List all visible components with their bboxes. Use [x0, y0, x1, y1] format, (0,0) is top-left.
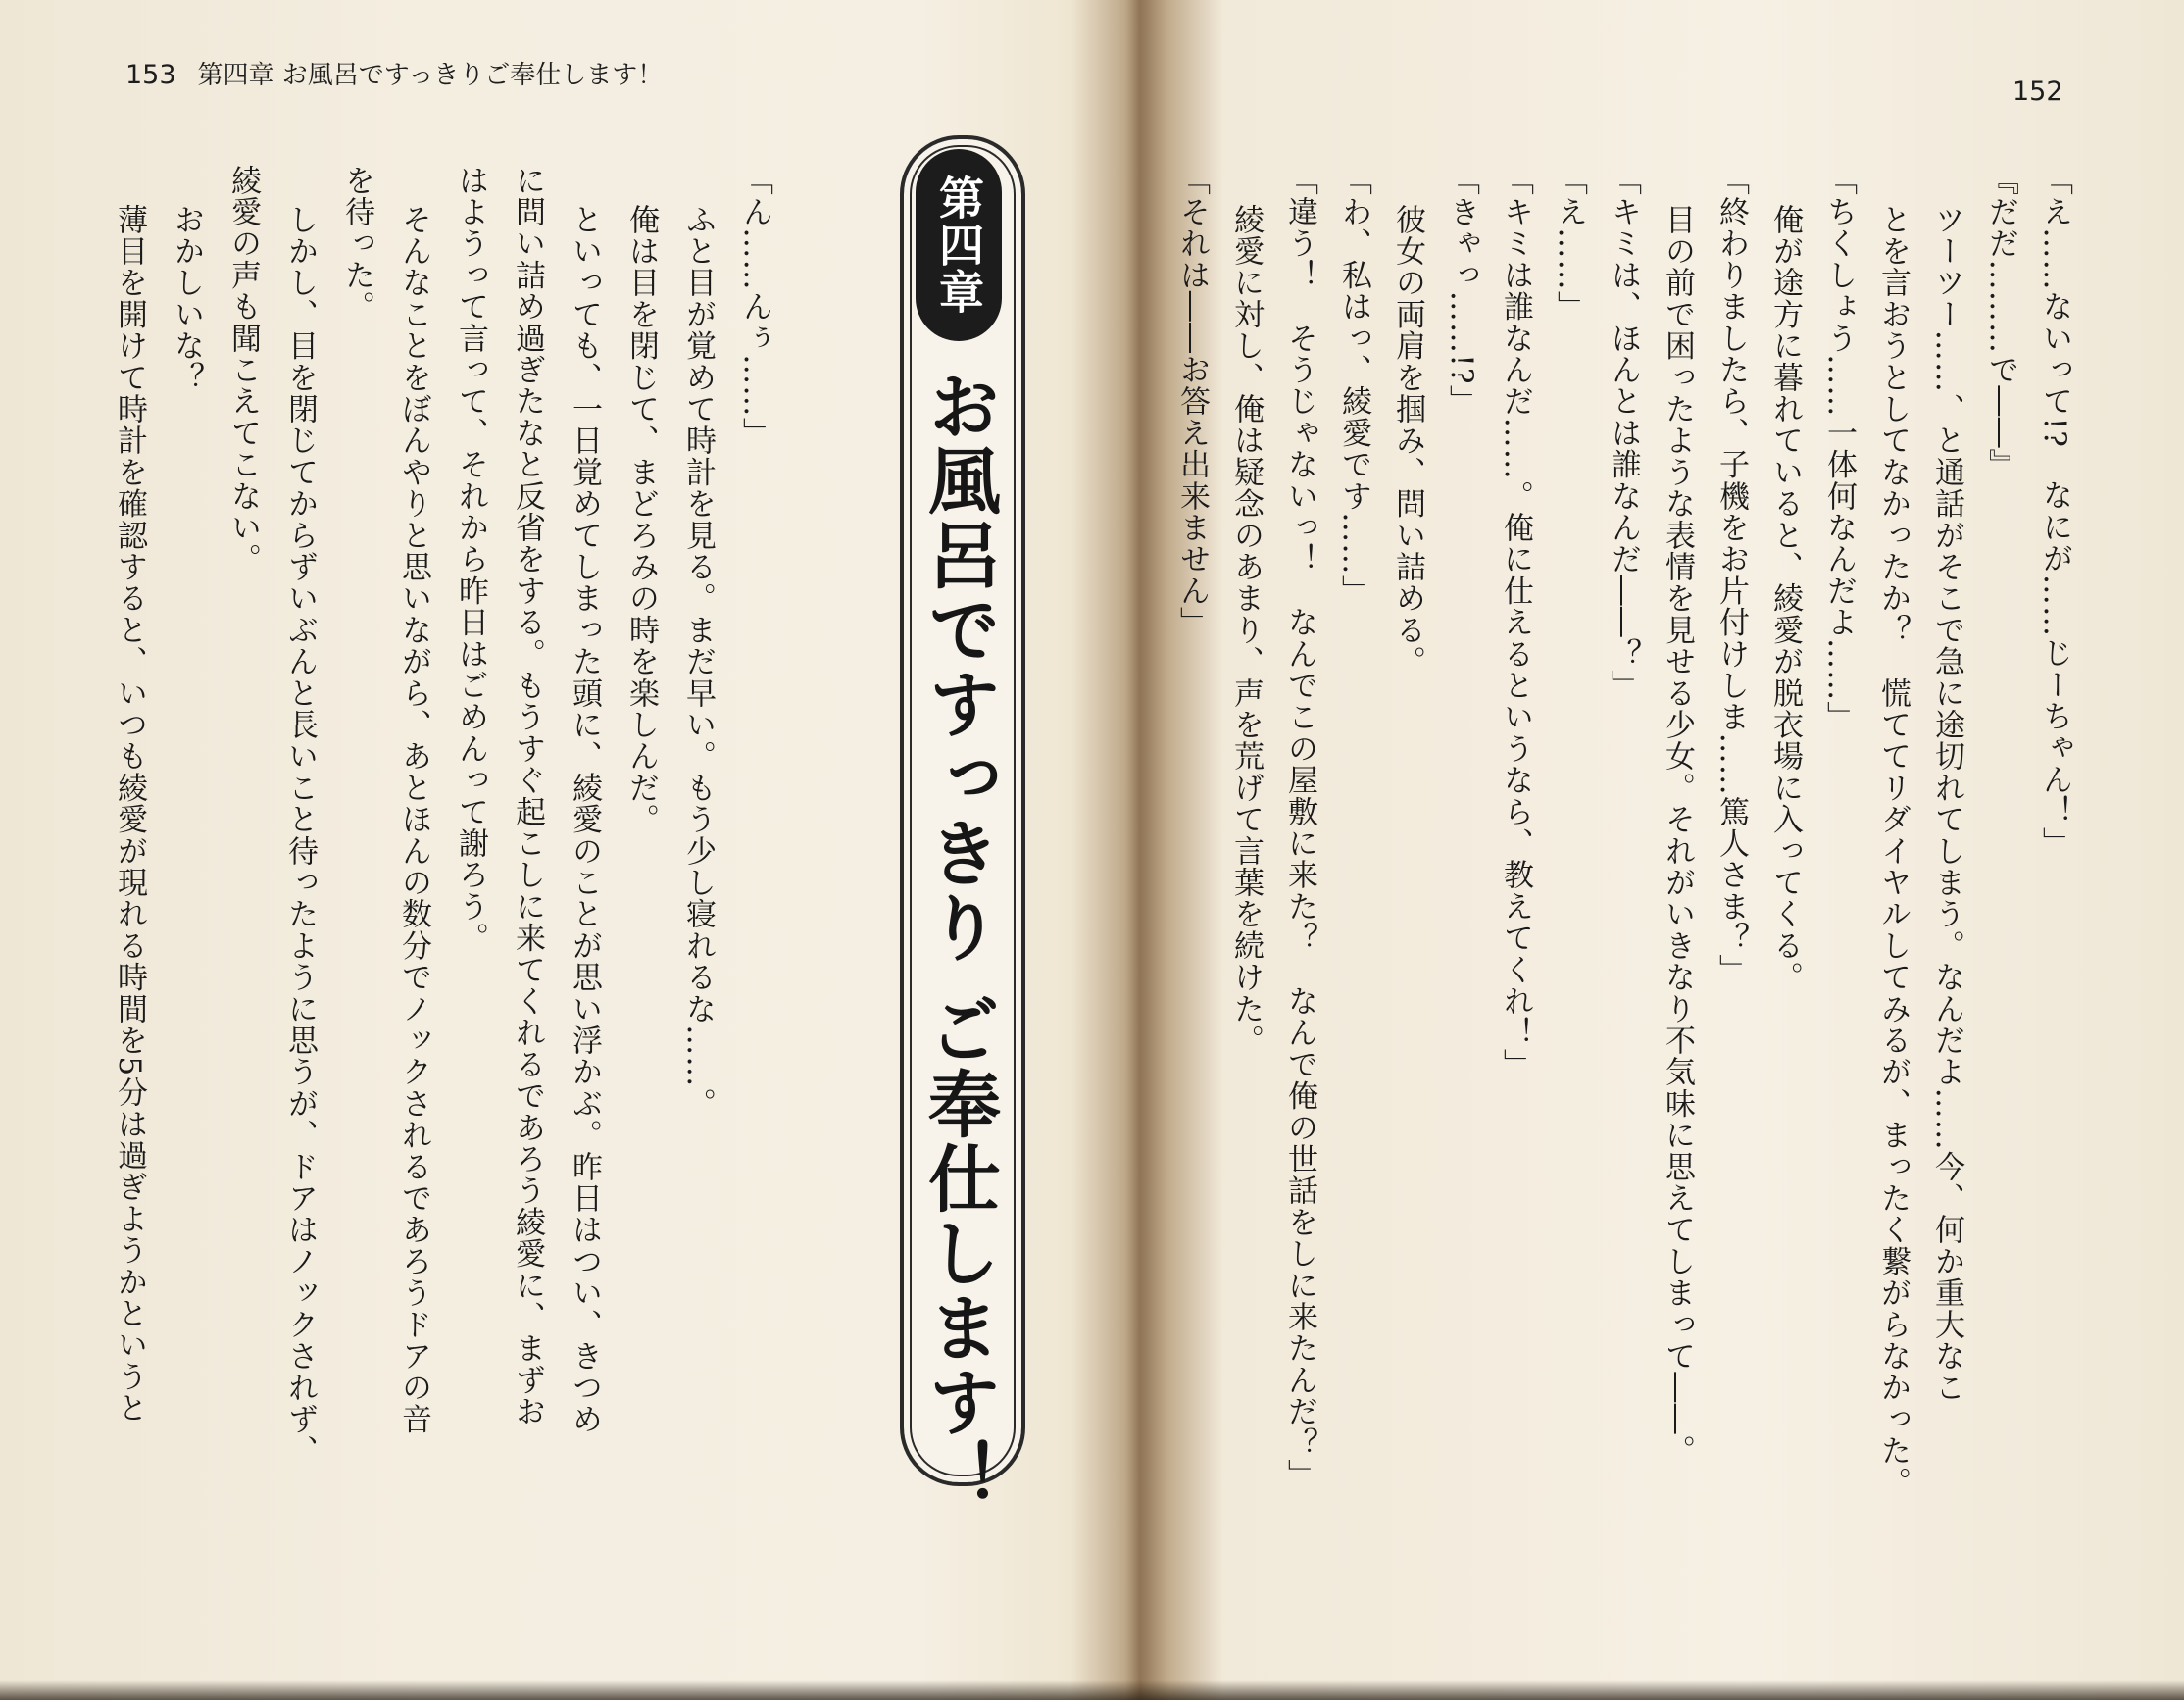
text-line: 「キミは、ほんとは誰なんだ――？」: [1606, 165, 1641, 702]
text-line: とを言おうとしてなかったか？ 慌ててリダイヤルしてみるが、まったく繋がらなかった。: [1875, 204, 1911, 1499]
text-line: 綾愛に対し、俺は疑念のあまり、声を荒げて言葉を続けた。: [1228, 204, 1264, 1057]
running-header-title: 第四章 お風呂ですっきりご奉仕します！: [197, 61, 664, 90]
text-line: 俺が途方に暮れていると、綾愛が脱衣場に入ってくる。: [1767, 204, 1803, 993]
text-line: 「それは――お答え出来ません」: [1174, 165, 1210, 638]
text-line: 「わ、私はっ、綾愛です……」: [1336, 165, 1371, 607]
running-header: [125, 55, 663, 91]
text-line: 彼女の両肩を掴み、問い詰める。: [1390, 204, 1425, 677]
text-line: 「きゃっ……!?」: [1444, 165, 1479, 417]
text-line: しかし、目を閉じてからずいぶんと長いこと待ったように思うが、ドアはノックされず、: [282, 204, 318, 1467]
chapter-label: 第四章: [916, 149, 1002, 341]
text-line: に問い詰め過ぎたなと反省をする。もうすぐ起こしに来てくれるであろう綾愛に、まずお: [510, 165, 545, 1427]
text-line: はようって言って、それから昨日はごめんって謝ろう。: [453, 165, 488, 954]
page-number-right: 152: [2012, 76, 2063, 107]
page-number-left: 153: [125, 60, 176, 90]
text-line: といっても、一日覚めてしまった頭に、綾愛のことが思い浮かぶ。昨日はつい、きつめ: [567, 204, 602, 1435]
text-line: 綾愛の声も聞こえてこない。: [225, 165, 261, 575]
text-line: 薄目を開けて時計を確認すると、いつも綾愛が現れる時間を5分は過ぎようかというと: [112, 204, 147, 1425]
text-line: そんなことをぼんやりと思いながら、あとほんの数分でノックされるであろうドアの音: [396, 204, 431, 1435]
text-line: 「キミは誰なんだ……。俺に仕えるというなら、教えてくれ！」: [1498, 165, 1533, 1080]
text-line: おかしいな？: [169, 204, 204, 394]
text-line: 「え……ないって!? なにが……じーちゃん！」: [2037, 165, 2072, 859]
text-line: 『だだ………で――』: [1983, 165, 2018, 480]
text-line: 「終わりましたら、子機をお片付けしま……篤人さま？」: [1713, 165, 1749, 986]
text-line: 俺は目を閉じて、まどろみの時を楽しんだ。: [623, 204, 659, 835]
page-edge-shadow: [0, 1680, 2184, 1700]
text-line: 「え……」: [1552, 165, 1587, 323]
text-line: を待った。: [339, 165, 374, 323]
text-line: 目の前で困ったような表情を見せる少女。それがいきなり不気味に思えてしまって――。: [1660, 204, 1695, 1467]
chapter-title: お風呂ですっきり ご奉仕します！: [917, 369, 1001, 1514]
text-line: 「違う！ そうじゃないっ！ なんでこの屋敷に来た？ なんで俺の世話をしに来たんだ？」: [1282, 165, 1317, 1491]
text-line: 「ん……んぅ……」: [737, 165, 772, 449]
text-line: 「ちくしょう……一体何なんだよ……」: [1821, 165, 1857, 733]
text-line: ふと目が覚めて時計を見る。まだ早い。もう少し寝れるな……。: [680, 204, 716, 1120]
text-line: ツーツー……、と通話がそこで急に途切れてしまう。なんだよ……今、何か重大なこ: [1929, 204, 1964, 1404]
